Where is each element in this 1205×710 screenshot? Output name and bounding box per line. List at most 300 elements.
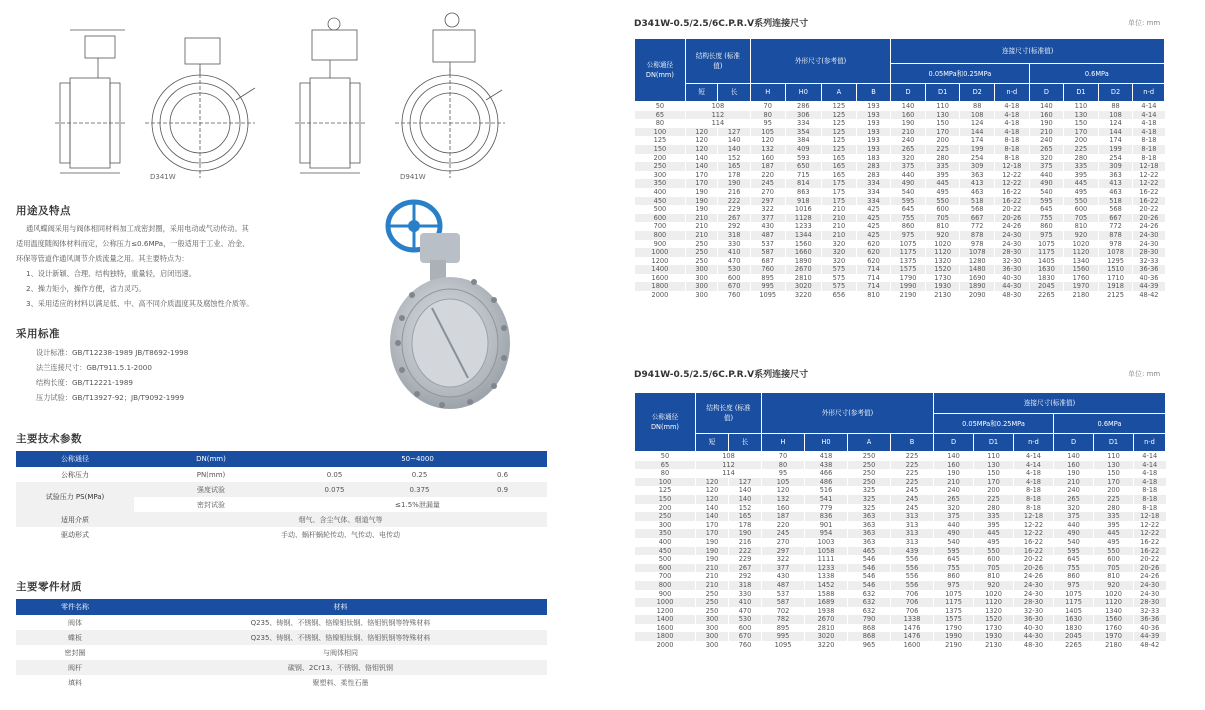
d941-cell: 335: [974, 512, 1014, 521]
d341-cell: 1128: [785, 214, 822, 223]
d941-col-header: H: [762, 433, 805, 451]
d341-cell: 413: [960, 179, 995, 188]
d941-cell: 150: [1094, 469, 1134, 478]
d941-cell: 350: [635, 529, 696, 538]
tech-header-row: [16, 451, 547, 467]
d341-cell: 300: [685, 274, 718, 283]
d341-head-p1: 0.05MPa和0.25MPa: [891, 64, 1029, 83]
d941-cell: 600: [1094, 555, 1134, 564]
table-row: [635, 452, 1166, 461]
d941-cell: 1630: [1054, 615, 1094, 624]
d941-cell: 4-14: [1134, 452, 1166, 461]
d941-cell: 1938: [805, 607, 848, 616]
d941-cell: 995: [762, 632, 805, 641]
d941-cell: 250: [635, 512, 696, 521]
d941-cell: 470: [729, 607, 762, 616]
d341-cell: 440: [891, 171, 926, 180]
d341-cell: 772: [1098, 222, 1133, 231]
d941-cell: 546: [848, 581, 891, 590]
d341-cell: 334: [856, 197, 891, 206]
d341-cell: 110: [1064, 102, 1099, 111]
d941-cell: 112: [696, 461, 762, 470]
d941-cell: 24-26: [1014, 572, 1054, 581]
d941-cell: 760: [729, 641, 762, 650]
d341-cell: 1890: [785, 257, 822, 266]
d941-col-header: D1: [974, 433, 1014, 451]
d341-cell: 174: [960, 136, 995, 145]
d941-cell: 12-18: [1134, 512, 1166, 521]
d341-cell: 714: [856, 265, 891, 274]
d341-cell: 108: [685, 102, 750, 111]
d341-dimension-table: [634, 38, 1165, 300]
d341-cell: 24-30: [1133, 231, 1165, 240]
tech-cell: 强度试验: [134, 482, 288, 497]
parts-name-cell: 阀体: [16, 615, 134, 630]
table-row: [635, 188, 1165, 197]
d341-cell: 254: [1098, 154, 1133, 163]
d941-cell: 16-22: [1014, 538, 1054, 547]
d941-cell: 541: [805, 495, 848, 504]
d341-head-conn: 连接尺寸(标准值): [891, 39, 1165, 64]
d341-cell: 1830: [1029, 274, 1064, 283]
d941-cell: 280: [1094, 504, 1134, 513]
d341-col-header: D2: [960, 83, 995, 101]
d341-cell: 330: [718, 240, 751, 249]
d341-cell: 178: [718, 171, 751, 180]
d341-cell: 8-18: [995, 136, 1030, 145]
d341-cell: 595: [891, 197, 926, 206]
d941-cell: 645: [1054, 555, 1094, 564]
d341-cell: 1075: [1029, 240, 1064, 249]
d341-cell: 140: [685, 162, 718, 171]
table-row: [635, 486, 1166, 495]
d941-cell: 4-18: [1014, 478, 1054, 487]
d941-cell: 200: [1094, 486, 1134, 495]
d341-cell: 550: [1064, 197, 1099, 206]
d341-cell: 593: [785, 154, 822, 163]
d941-cell: 105: [762, 478, 805, 487]
d341-cell: 140: [891, 102, 926, 111]
d941-cell: 860: [934, 572, 974, 581]
d341-cell: 2125: [1098, 291, 1133, 300]
d941-cell: 140: [729, 486, 762, 495]
d941-cell: 32-33: [1134, 607, 1166, 616]
d341-cell: 28-30: [1133, 248, 1165, 257]
table-row: [635, 145, 1165, 154]
d941-cell: 790: [848, 615, 891, 624]
d941-cell: 44-30: [1014, 632, 1054, 641]
d941-cell: 24-26: [1134, 572, 1166, 581]
d941-col-header: D1: [1094, 433, 1134, 451]
d941-cell: 292: [729, 572, 762, 581]
d941-cell: 125: [635, 486, 696, 495]
d341-cell: 410: [718, 248, 751, 257]
d341-cell: 1016: [785, 205, 822, 214]
d341-cell: 354: [785, 128, 822, 137]
d341-cell: 160: [750, 154, 785, 163]
table-row: [635, 461, 1166, 470]
d341-cell: 32-33: [1133, 257, 1165, 266]
d341-cell: 175: [822, 179, 857, 188]
d341-cell: 810: [1064, 222, 1099, 231]
d941-cell: 265: [1054, 495, 1094, 504]
d941-cell: 140: [1054, 452, 1094, 461]
d941-cell: 12-18: [1014, 512, 1054, 521]
d941-cell: 377: [762, 564, 805, 573]
d941-cell: 954: [805, 529, 848, 538]
d941-cell: 1730: [974, 624, 1014, 633]
d341-cell: 1790: [891, 274, 926, 283]
d341-cell: 193: [856, 145, 891, 154]
d341-cell: 978: [1098, 240, 1133, 249]
d341-cell: 575: [822, 274, 857, 283]
d341-cell: 1200: [635, 257, 686, 266]
d341-cell: 600: [1064, 205, 1099, 214]
d941-cell: 24-30: [1134, 581, 1166, 590]
d941-cell: 1970: [1094, 632, 1134, 641]
d941-cell: 1760: [1094, 624, 1134, 633]
d341-cell: 127: [718, 128, 751, 137]
d341-cell: 210: [685, 214, 718, 223]
table-row: [635, 478, 1166, 487]
d941-cell: 210: [1054, 478, 1094, 487]
d341-cell: 2670: [785, 265, 822, 274]
d341-cell: 425: [856, 205, 891, 214]
d941-cell: 1200: [635, 607, 696, 616]
d941-cell: 280: [974, 504, 1014, 513]
table-row: [635, 624, 1166, 633]
d341-cell: 440: [1029, 171, 1064, 180]
d341-cell: 120: [685, 145, 718, 154]
d941-cell: 556: [891, 564, 934, 573]
d941-cell: 700: [635, 572, 696, 581]
d341-cell: 300: [685, 291, 718, 300]
d341-cell: 12-22: [995, 171, 1030, 180]
table-row: [635, 231, 1165, 240]
d341-cell: 1480: [960, 265, 995, 274]
d341-col-header: H0: [785, 83, 822, 101]
d341-cell: 210: [685, 231, 718, 240]
d341-cell: 65: [635, 111, 686, 120]
d941-cell: 24-30: [1014, 590, 1054, 599]
d341-cell: 1575: [891, 265, 926, 274]
d341-cell: 309: [960, 162, 995, 171]
parts-material-cell: 碳钢、2Cr13、不锈钢、铬钼钒钢: [134, 660, 547, 675]
d341-head-out: 外形尺寸(参考值): [750, 39, 890, 84]
d941-cell: 670: [729, 632, 762, 641]
d941-cell: 860: [1054, 572, 1094, 581]
d341-cell: 645: [891, 205, 926, 214]
table-row: [16, 467, 547, 482]
d341-cell: 350: [635, 179, 686, 188]
d941-cell: 965: [848, 641, 891, 650]
d341-cell: 335: [1064, 162, 1099, 171]
d341-cell: 125: [822, 102, 857, 111]
d941-cell: 375: [934, 512, 974, 521]
d341-cell: 1078: [960, 248, 995, 257]
d941-cell: 632: [848, 607, 891, 616]
d341-cell: 140: [685, 154, 718, 163]
d941-cell: 2180: [1094, 641, 1134, 650]
d941-col-header: n-d: [1014, 433, 1054, 451]
d941-cell: 1452: [805, 581, 848, 590]
d341-cell: 550: [925, 197, 960, 206]
d941-cell: 8-18: [1134, 486, 1166, 495]
table-row: [635, 197, 1165, 206]
d941-cell: 132: [762, 495, 805, 504]
d341-cell: 445: [1064, 179, 1099, 188]
d941-cell: 170: [1094, 478, 1134, 487]
table-row: [635, 572, 1166, 581]
d941-cell: 440: [934, 521, 974, 530]
d341-cell: 175: [822, 197, 857, 206]
d341-cell: 463: [960, 188, 995, 197]
d341-cell: 1078: [1098, 248, 1133, 257]
d341-cell: 810: [925, 222, 960, 231]
d941-cell: 546: [848, 572, 891, 581]
d341-cell: 900: [635, 240, 686, 249]
d341-unit: 单位: mm: [1128, 19, 1161, 27]
d941-cell: 300: [696, 632, 729, 641]
d941-cell: 706: [891, 598, 934, 607]
d941-cell: 595: [1054, 547, 1094, 556]
d941-cell: 2670: [805, 615, 848, 624]
table-row: [635, 598, 1166, 607]
d941-cell: 395: [974, 521, 1014, 530]
table-row: [635, 504, 1166, 513]
parts-name-cell: 蝶板: [16, 630, 134, 645]
d341-col-header: n-d: [1133, 83, 1165, 101]
d941-cell: 325: [848, 495, 891, 504]
table-row: [635, 529, 1166, 538]
d941-cell: 120: [696, 495, 729, 504]
d941-head-p2: 0.6MPa: [1054, 414, 1166, 433]
table-row: [635, 128, 1165, 137]
d341-cell: 8-18: [1133, 136, 1165, 145]
d941-cell: 250: [696, 598, 729, 607]
table-row: [635, 590, 1166, 599]
d341-cell: 495: [925, 188, 960, 197]
d941-cell: 975: [1054, 581, 1094, 590]
d941-cell: 540: [1054, 538, 1094, 547]
d941-cell: 120: [762, 486, 805, 495]
d341-cell: 895: [750, 274, 785, 283]
d941-cell: 920: [1094, 581, 1134, 590]
d341-cell: 2180: [1064, 291, 1099, 300]
d341-cell: 152: [718, 154, 751, 163]
d341w-caption: D341W: [150, 173, 176, 181]
d941-cell: 600: [974, 555, 1014, 564]
table-row: [635, 512, 1166, 521]
tech-cell: 试验压力 PS(MPa): [16, 482, 134, 512]
d941-cell: 80: [762, 461, 805, 470]
d941-cell: 375: [1054, 512, 1094, 521]
d341-cell: 568: [960, 205, 995, 214]
table-row: [635, 214, 1165, 223]
d941-cell: 120: [696, 478, 729, 487]
table-row: [635, 171, 1165, 180]
d941-cell: 1175: [1054, 598, 1094, 607]
d341-cell: 12-22: [995, 179, 1030, 188]
d341-cell: 445: [925, 179, 960, 188]
d941-cell: 600: [729, 624, 762, 633]
d941-cell: 297: [762, 547, 805, 556]
d341-cell: 193: [856, 136, 891, 145]
parts-body: [16, 615, 547, 690]
d941-cell: 645: [934, 555, 974, 564]
d941-cell: 8-18: [1014, 486, 1054, 495]
d341-cell: 1175: [1029, 248, 1064, 257]
d341-cell: 320: [822, 257, 857, 266]
d341-cell: 170: [685, 179, 718, 188]
d341-cell: 463: [1098, 188, 1133, 197]
tech-cell: 驱动形式: [16, 527, 134, 542]
features-title: 用途及特点: [16, 205, 71, 217]
d341-cell: 645: [1029, 205, 1064, 214]
d941-cell: 250: [696, 590, 729, 599]
d341-cell: 16-22: [1133, 188, 1165, 197]
d941-cell: 1095: [762, 641, 805, 650]
features-line: 3、采用适应的材料以满足低、中、高不同介质温度其及腐蚀性介质等。: [26, 299, 254, 308]
d941-cell: 190: [729, 529, 762, 538]
d941-cell: 1340: [1094, 607, 1134, 616]
table-row: [635, 495, 1166, 504]
d341-cell: 320: [822, 240, 857, 249]
tech-params-table: [16, 451, 547, 542]
standard-line: 压力试验：GB/T13927-92；JB/T9092-1999: [36, 393, 185, 402]
d341-cell: 28-30: [995, 248, 1030, 257]
d941-cell: 445: [974, 529, 1014, 538]
d941-cell: 216: [729, 538, 762, 547]
d941-cell: 250: [848, 469, 891, 478]
d941-cell: 165: [729, 512, 762, 521]
d941-cell: 2265: [1054, 641, 1094, 650]
d341-cell: 975: [1029, 231, 1064, 240]
d341-cell: 40-36: [1133, 274, 1165, 283]
d341-cell: 322: [750, 205, 785, 214]
d941-cell: 1020: [1094, 590, 1134, 599]
d941-cell: 2190: [934, 641, 974, 650]
d341-cell: 125: [822, 136, 857, 145]
parts-material-cell: Q235、铸钢、不锈钢、铬镍钼钛钢、铬钼钒钢等特殊材料: [134, 630, 547, 645]
d941-cell: 1320: [974, 607, 1014, 616]
d341-cell: 4-18: [995, 111, 1030, 120]
d341-cell: 125: [822, 111, 857, 120]
d341-cell: 190: [718, 179, 751, 188]
table-row: [635, 179, 1165, 188]
d341-cell: 105: [750, 128, 785, 137]
d341-cell: 200: [635, 154, 686, 163]
d341-cell: 377: [750, 214, 785, 223]
d941-cell: 8-18: [1134, 495, 1166, 504]
d941-cell: 450: [635, 547, 696, 556]
table-row: [635, 581, 1166, 590]
d341-col-header: A: [822, 83, 857, 101]
d941-cell: 1338: [891, 615, 934, 624]
parts-material-cell: 与阀体相同: [134, 645, 547, 660]
table-row: [635, 555, 1166, 564]
d341-cell: 814: [785, 179, 822, 188]
d341-col-header: H: [750, 83, 785, 101]
d341-cell: 320: [891, 154, 926, 163]
d941-cell: 556: [891, 572, 934, 581]
d341-cell: 132: [750, 145, 785, 154]
d341-cell: 2000: [635, 291, 686, 300]
d941-cell: 267: [729, 564, 762, 573]
d341-cell: 363: [1098, 171, 1133, 180]
d341-cell: 124: [960, 119, 995, 128]
d341-cell: 306: [785, 111, 822, 120]
d341-cell: 130: [1064, 111, 1099, 120]
d341-cell: 170: [925, 128, 960, 137]
d341-cell: 183: [856, 154, 891, 163]
d341-cell: 80: [635, 119, 686, 128]
d941-cell: 546: [848, 564, 891, 573]
d341-cell: 1690: [960, 274, 995, 283]
parts-header-cell: 零件名称: [16, 599, 134, 615]
table-row: [635, 274, 1165, 283]
d341-cell: 225: [1064, 145, 1099, 154]
d941-cell: 1058: [805, 547, 848, 556]
d941-cell: 4-18: [1014, 469, 1054, 478]
d341-cell: 425: [856, 231, 891, 240]
parts-header-cell: 材料: [134, 599, 547, 615]
d941-cell: 322: [762, 555, 805, 564]
d941-cell: 920: [974, 581, 1014, 590]
d341-cell: 80: [750, 111, 785, 120]
d341-cell: 48-30: [995, 291, 1030, 300]
d341-cell: 165: [822, 171, 857, 180]
d941-cell: 4-18: [1134, 478, 1166, 487]
d941-cell: 240: [934, 486, 974, 495]
d941-cell: 318: [729, 581, 762, 590]
d941-cell: 550: [1094, 547, 1134, 556]
d941-cell: 127: [729, 478, 762, 487]
d941-cell: 755: [934, 564, 974, 573]
d341-cell: 1000: [635, 248, 686, 257]
d341-cell: 656: [822, 291, 857, 300]
d941-cell: 1175: [934, 598, 974, 607]
d341-cell: 1510: [1098, 265, 1133, 274]
table-row: [16, 615, 547, 630]
d941-cell: 3020: [805, 632, 848, 641]
d341-cell: 200: [1064, 136, 1099, 145]
d341-cell: 363: [960, 171, 995, 180]
d941-cell: 130: [1094, 461, 1134, 470]
d341-cell: 193: [856, 119, 891, 128]
d341-cell: 1760: [1064, 274, 1099, 283]
d341-cell: 575: [822, 282, 857, 291]
d941-cell: 2045: [1054, 632, 1094, 641]
table-row: [635, 111, 1165, 120]
d341-col-header: D2: [1098, 83, 1133, 101]
d941-cell: 1600: [891, 641, 934, 650]
d941-cell: 200: [635, 504, 696, 513]
d341-cell: 595: [1029, 197, 1064, 206]
d341-cell: 1120: [1064, 248, 1099, 257]
d341-cell: 1020: [1064, 240, 1099, 249]
table-row: [635, 521, 1166, 530]
d941-cell: 4-14: [1134, 461, 1166, 470]
d941-cell: 110: [1094, 452, 1134, 461]
d341-cell: 1990: [891, 282, 926, 291]
d941-cell: 250: [696, 607, 729, 616]
d941-cell: 335: [1094, 512, 1134, 521]
d341-cell: 772: [960, 222, 995, 231]
d341-cell: 193: [856, 111, 891, 120]
d341-cell: 878: [1098, 231, 1133, 240]
d341-cell: 975: [891, 231, 926, 240]
